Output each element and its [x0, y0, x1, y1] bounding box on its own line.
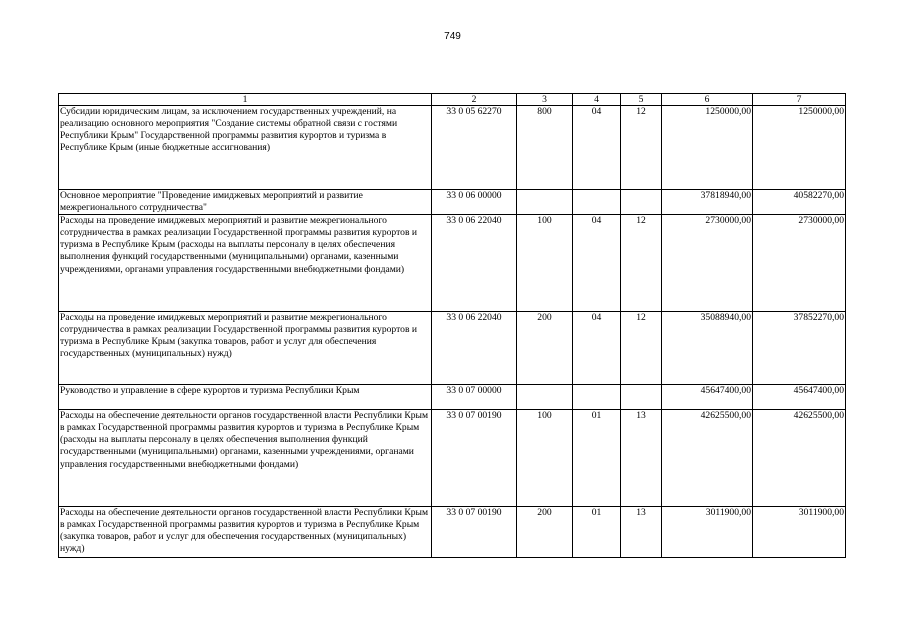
expense-type-code: 100 — [517, 410, 573, 507]
expense-name: Расходы на проведение имиджевых мероприятий и развитие межрегионального сотрудничества в рамках реализации Государственной программы развития курортов и туризма в Республике Крым (расходы на выплаты персоналу в целях обеспечения выполнения функций государственными (муниципальными) органами, казенными учреждениями, органами управления государственными внебюджетными фондами) — [59, 215, 432, 312]
subsection-code: 13 — [621, 507, 662, 558]
subsection-code: 13 — [621, 410, 662, 507]
header-cell: 3 — [517, 94, 573, 106]
section-code: 04 — [573, 106, 621, 190]
subsection-code: 12 — [621, 106, 662, 190]
target-article-code: 33 0 06 00000 — [432, 190, 517, 215]
table-row — [59, 410, 846, 507]
amount-col6: 3011900,00 — [662, 507, 753, 558]
section-code: 01 — [573, 410, 621, 507]
header-cell: 5 — [621, 94, 662, 106]
expense-type-code: 200 — [517, 507, 573, 558]
header-cell: 1 — [59, 94, 432, 106]
expense-name: Расходы на проведение имиджевых мероприятий и развитие межрегионального сотрудничества в рамках реализации Государственной программы развития курортов и туризма в Республике Крым (закупка товаров, работ и услуг для обеспечения государственных (муниципальных) нужд) — [59, 312, 432, 385]
subsection-code — [621, 385, 662, 410]
amount-col7: 37852270,00 — [753, 312, 846, 385]
target-article-code: 33 0 07 00190 — [432, 410, 517, 507]
amount-col6: 2730000,00 — [662, 215, 753, 312]
header-cell: 7 — [753, 94, 846, 106]
table-row — [59, 106, 846, 190]
section-code — [573, 385, 621, 410]
section-code: 04 — [573, 312, 621, 385]
expense-type-code: 200 — [517, 312, 573, 385]
expense-type-code: 100 — [517, 215, 573, 312]
expense-type-code — [517, 190, 573, 215]
expense-name: Расходы на обеспечение деятельности органов государственной власти Республики Крым в рамках Государственной программы развития курортов и туризма в Республике Крым (закупка товаров, работ и услуг для обеспечения государственных (муниципальных) нужд) — [59, 507, 432, 558]
amount-col7: 42625500,00 — [753, 410, 846, 507]
amount-col7: 45647400,00 — [753, 385, 846, 410]
target-article-code: 33 0 07 00000 — [432, 385, 517, 410]
target-article-code: 33 0 06 22040 — [432, 312, 517, 385]
expense-name: Расходы на обеспечение деятельности органов государственной власти Республики Крым в рамках Государственной программы развития курортов и туризма в Республике Крым (расходы на выплаты персоналу в целях обеспечения выполнения функций государственными (муниципальными) органами, казенными учреждениями, органами управления государственными внебюджетными фондами) — [59, 410, 432, 507]
amount-col6: 42625500,00 — [662, 410, 753, 507]
page-number: 749 — [444, 31, 461, 42]
table-row — [59, 385, 846, 410]
target-article-code: 33 0 07 00190 — [432, 507, 517, 558]
section-code — [573, 190, 621, 215]
subsection-code: 12 — [621, 215, 662, 312]
header-cell: 2 — [432, 94, 517, 106]
table-row — [59, 215, 846, 312]
amount-col7: 40582270,00 — [753, 190, 846, 215]
expense-name: Субсидии юридическим лицам, за исключением государственных учреждений, на реализацию основного мероприятия "Создание системы обратной связи с гостями Республики Крым" Государственной программы развития курортов и туризма в Республике Крым (иные бюджетные ассигнования) — [59, 106, 432, 190]
header-row — [59, 94, 846, 106]
amount-col7: 2730000,00 — [753, 215, 846, 312]
expense-type-code: 800 — [517, 106, 573, 190]
header-cell: 6 — [662, 94, 753, 106]
section-code: 01 — [573, 507, 621, 558]
subsection-code — [621, 190, 662, 215]
amount-col6: 1250000,00 — [662, 106, 753, 190]
target-article-code: 33 0 06 22040 — [432, 215, 517, 312]
budget-table — [58, 93, 846, 558]
expense-name: Руководство и управление в сфере курортов и туризма Республики Крым — [59, 385, 432, 410]
table-row — [59, 190, 846, 215]
section-code: 04 — [573, 215, 621, 312]
amount-col6: 45647400,00 — [662, 385, 753, 410]
amount-col7: 3011900,00 — [753, 507, 846, 558]
amount-col7: 1250000,00 — [753, 106, 846, 190]
header-cell: 4 — [573, 94, 621, 106]
expense-name: Основное мероприятие "Проведение имиджевых мероприятий и развитие межрегионального сотрудничества" — [59, 190, 432, 215]
target-article-code: 33 0 05 62270 — [432, 106, 517, 190]
subsection-code: 12 — [621, 312, 662, 385]
table-row — [59, 507, 846, 558]
table-row — [59, 312, 846, 385]
expense-type-code — [517, 385, 573, 410]
amount-col6: 35088940,00 — [662, 312, 753, 385]
amount-col6: 37818940,00 — [662, 190, 753, 215]
